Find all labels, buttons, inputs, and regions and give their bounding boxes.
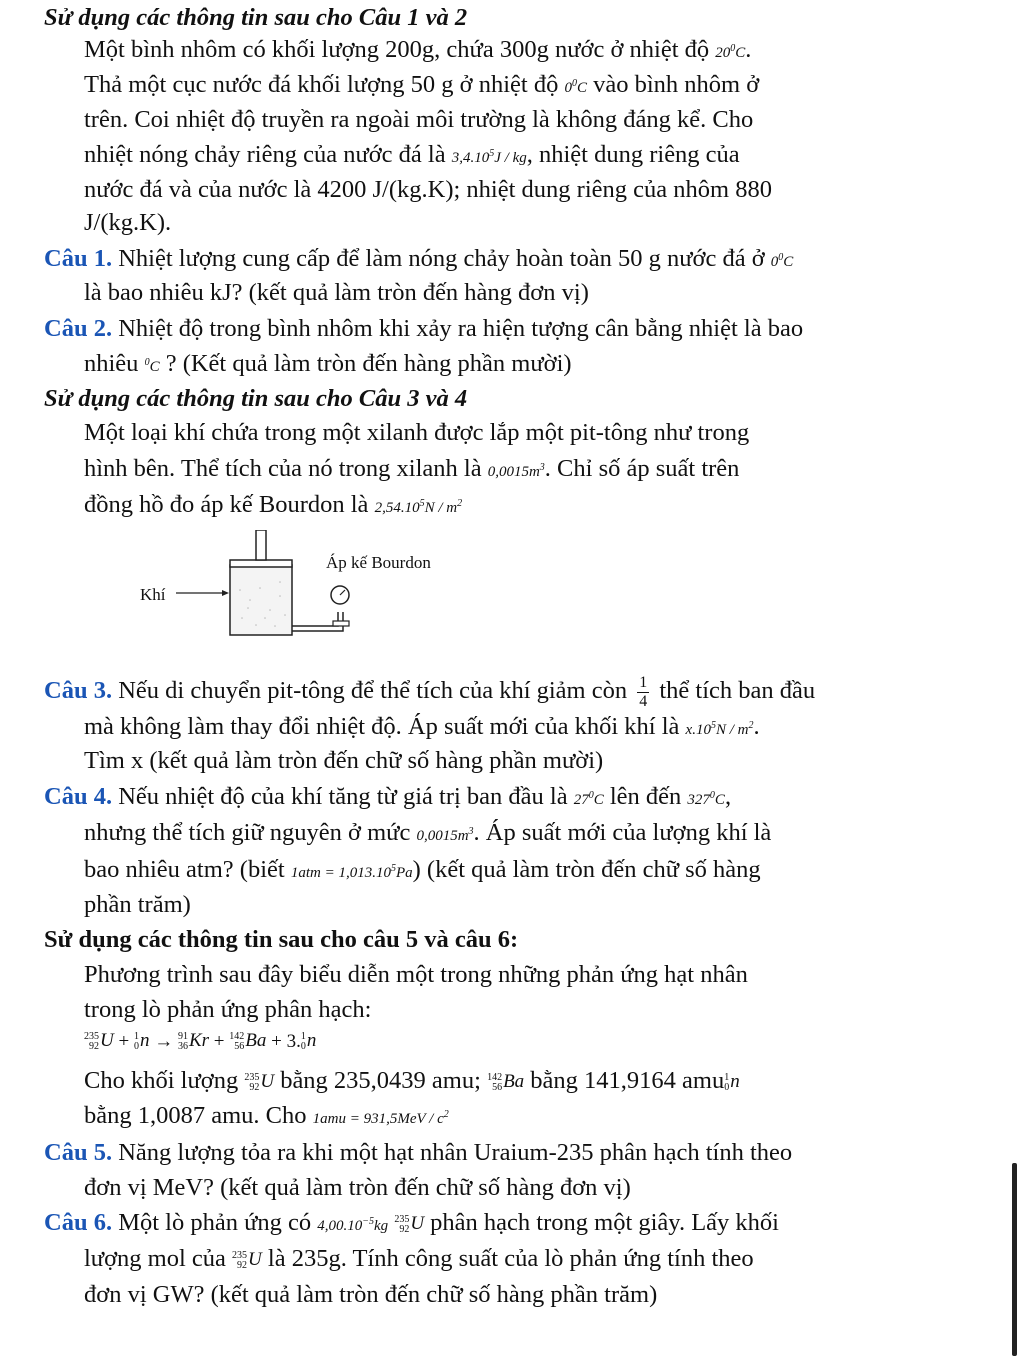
latent-heat-value: 3,4.10$^5$J / kg	[451, 148, 527, 166]
degree-celsius: $^0$C	[144, 357, 160, 375]
question-6-line3: đơn vị GW? (kết quả làm tròn đến chữ số hàng phần trăm)	[84, 1281, 658, 1308]
gauge-label: Áp kế Bourdon	[326, 553, 431, 572]
nuclide-u235: 235 92 U	[84, 1030, 114, 1052]
question-2-line2: nhiêu $^0$C ? (Kết quả làm tròn đến hàng phần mười)	[84, 350, 572, 377]
question-5: Câu 5. Năng lượng tỏa ra khi một hạt nhân Uraium-235 phân hạch tính theo	[44, 1139, 793, 1166]
section2-header: Sử dụng các thông tin sau cho Câu 3 và 4	[44, 385, 468, 412]
piston-rod	[256, 530, 266, 560]
section2-line1: Một loại khí chứa trong một xilanh được lắp một pit-tông như trong	[84, 419, 750, 446]
section1-header: Sử dụng các thông tin sau cho Câu 1 và 2	[44, 4, 468, 31]
volume-value: $0,0015m^3$	[487, 462, 545, 480]
nuclide-neutron: 1 0 n	[724, 1071, 740, 1093]
pressure-expression: $x.10^5N / m^2$	[685, 720, 754, 738]
pipe	[292, 612, 338, 626]
question-3-label: Câu 3.	[44, 677, 113, 704]
question-1-label: Câu 1.	[44, 245, 113, 272]
question-1-line2: là bao nhiêu kJ? (kết quả làm tròn đến hàng đơn vị)	[84, 279, 589, 306]
fraction-one-quarter: $\frac{1}{4}$	[639, 673, 648, 710]
section1-line2: Thả một cục nước đá khối lượng 50 g ở nhiệt độ $0^0C$ vào bình nhôm ở	[84, 71, 760, 98]
temp-27: $27^0C$	[573, 790, 604, 808]
section3-header: Sử dụng các thông tin sau cho câu 5 và câu 6:	[44, 926, 519, 953]
question-2: Câu 2. Nhiệt độ trong bình nhôm khi xảy ra hiện tượng cân bằng nhiệt là bao	[44, 315, 804, 342]
nuclide-neutron: 1 0 n	[300, 1030, 317, 1052]
gauge-base	[333, 621, 349, 626]
fission-equation: 235 92 U + 1 0 n → 91 36 Kr + 142 56 Ba + 3. 1 0 n	[84, 1030, 317, 1052]
question-4-line3: bao nhiêu atm? (biết $1atm = 1,013.10^5Pa$) (kết quả làm tròn đến chữ số hàng	[84, 856, 761, 883]
question-4-line4: phần trăm)	[84, 891, 191, 918]
nuclide-neutron: 1 0 n	[133, 1030, 150, 1052]
question-3: Câu 3. Nếu di chuyển pit-tông để thể tích của khí giảm còn $\frac{1}{4}$ thể tích ban đầu	[44, 673, 816, 710]
atm-conversion: $1atm = 1,013.10^5Pa$	[290, 863, 413, 881]
question-5-line2: đơn vị MeV? (kết quả làm tròn đến chữ số hàng đơn vị)	[84, 1174, 631, 1201]
gas-label-arrowhead	[222, 590, 229, 596]
question-6-line2: lượng mol của 235 92 U là 235g. Tính công suất của lò phản ứng tính theo	[84, 1245, 754, 1272]
section2-line3: đồng hồ đo áp kế Bourdon là $2,54.10^5N / m^2$	[84, 491, 463, 518]
amu-conversion: $1amu = 931,5MeV / c^2$	[312, 1109, 449, 1127]
nuclide-kr91: 91 36 Kr	[177, 1030, 210, 1052]
volume-value: $0,0015m^3$	[416, 826, 474, 844]
mass-value: $4,00.10^{-5}kg$	[317, 1216, 389, 1234]
question-6-label: Câu 6.	[44, 1209, 113, 1236]
section3-line4: bằng 1,0087 amu. Cho $1amu = 931,5MeV / c^2$	[84, 1102, 449, 1129]
text: Một bình nhôm có khối lượng 200g, chứa 300g nước ở nhiệt độ	[84, 36, 716, 63]
temp-0: $0^0C$	[770, 252, 794, 270]
question-3-line2: mà không làm thay đổi nhiệt độ. Áp suất mới của khối khí là $x.10^5N / m^2$.	[84, 713, 760, 740]
text: Thả một cục nước đá khối lượng 50 g ở nhiệt độ	[84, 71, 565, 98]
section1-line1: Một bình nhôm có khối lượng 200g, chứa 300g nước ở nhiệt độ $20^0C$.	[84, 36, 752, 63]
question-5-label: Câu 5.	[44, 1139, 113, 1166]
temp-20: $20^0C$	[715, 43, 746, 61]
question-1: Câu 1. Nhiệt lượng cung cấp để làm nóng chảy hoàn toàn 50 g nước đá ở $0^0C$	[44, 245, 794, 272]
temp-327: $327^0C$	[687, 790, 725, 808]
section1-line6: J/(kg.K).	[84, 209, 172, 236]
scrollbar[interactable]	[1012, 1163, 1017, 1356]
section3-line2: trong lò phản ứng phân hạch:	[84, 996, 372, 1023]
cylinder	[230, 565, 292, 635]
question-2-label: Câu 2.	[44, 315, 113, 342]
question-4-line2: nhưng thể tích giữ nguyên ở mức $0,0015m^3$. Áp suất mới của lượng khí là	[84, 819, 772, 846]
nuclide-ba142: 142 56 Ba	[229, 1030, 267, 1052]
piston-diagram	[130, 530, 470, 650]
section3-line1: Phương trình sau đây biểu diễn một trong những phản ứng hạt nhân	[84, 961, 748, 988]
nuclide-ba142: 142 56 Ba	[487, 1071, 525, 1093]
question-4-label: Câu 4.	[44, 783, 113, 810]
nuclide-u235: 235 92 U	[232, 1249, 262, 1271]
gas-label: Khí	[140, 585, 166, 604]
nuclide-u235: 235 92 U	[394, 1213, 425, 1235]
nuclide-u235: 235 92 U	[244, 1071, 275, 1093]
pressure-value: $2,54.10^5N / m^2$	[374, 498, 463, 516]
piston	[230, 560, 292, 567]
question-3-line3: Tìm x (kết quả làm tròn đến chữ số hàng phần mười)	[84, 747, 604, 774]
question-4: Câu 4. Nếu nhiệt độ của khí tăng từ giá trị ban đầu là $27^0C$ lên đến $327^0C$,	[44, 783, 732, 810]
question-6: Câu 6. Một lò phản ứng có $4,00.10^{-5}kg$ 235 92 U phân hạch trong một giây. Lấy khối	[44, 1209, 779, 1236]
section1-line4: nhiệt nóng chảy riêng của nước đá là 3,4.10$^5$J / kg, nhiệt dung riêng của	[84, 141, 740, 168]
temp-0: $0^0C$	[564, 78, 587, 96]
section1-line3: trên. Coi nhiệt độ truyền ra ngoài môi trường là không đáng kể. Cho	[84, 106, 754, 133]
section1-line5: nước đá và của nước là 4200 J/(kg.K); nhiệt dung riêng của nhôm 880	[84, 176, 772, 203]
section3-line3: Cho khối lượng 235 92 U bằng 235,0439 amu; 142 56 Ba bằng 141,9164 amu 1 0 n	[84, 1067, 740, 1094]
section2-line2: hình bên. Thể tích của nó trong xilanh là $0,0015m^3$. Chỉ số áp suất trên	[84, 455, 740, 482]
